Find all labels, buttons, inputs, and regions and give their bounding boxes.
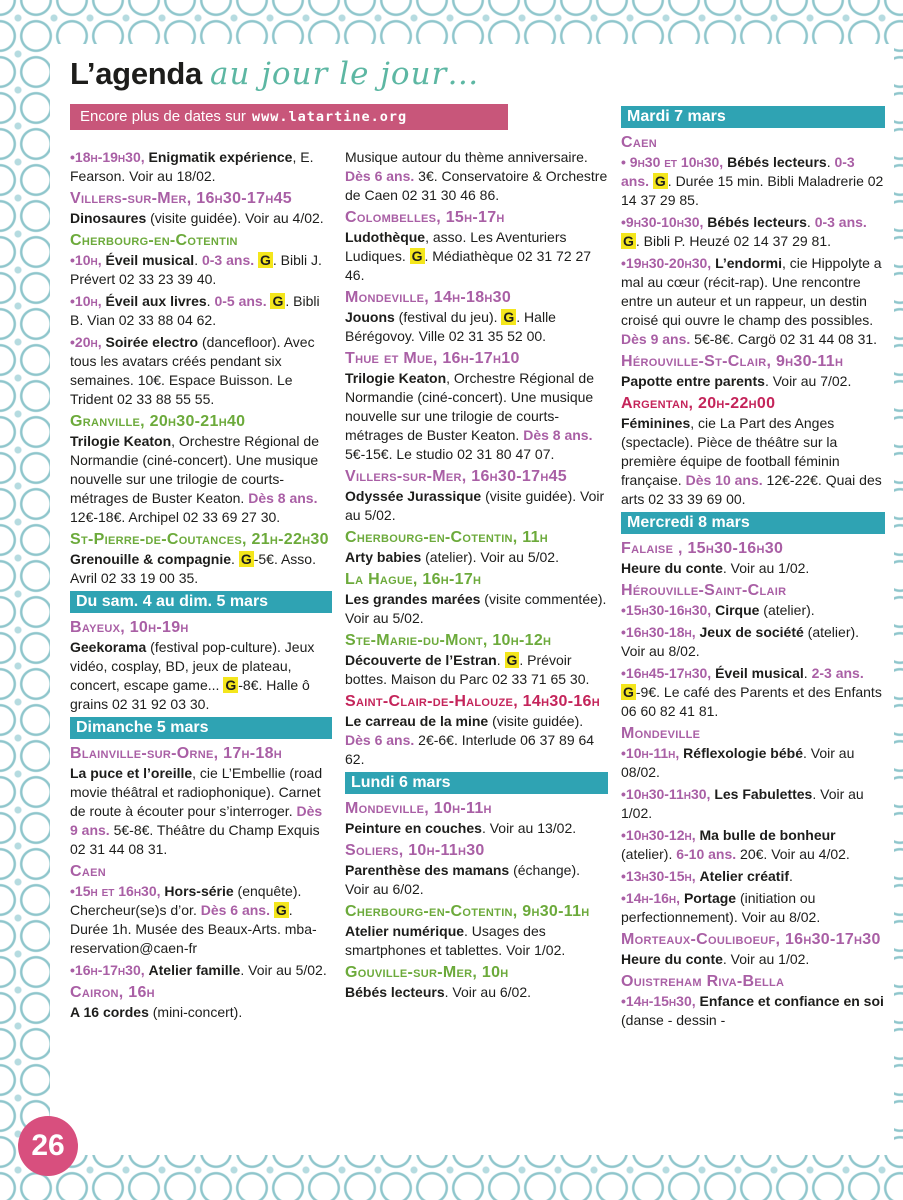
event-entry bbox=[621, 254, 885, 349]
event-title: Heure du conte bbox=[621, 951, 723, 967]
event-details: (visite guidée). Voir au 5/02. bbox=[345, 488, 605, 523]
event-details: , Orchestre Régional de Normandie (ciné-concert). Une musique nouvelle sur une trilogie de courts-métrages de Buster Keaton. bbox=[345, 370, 594, 443]
age-range: Dès 8 ans. bbox=[523, 427, 593, 443]
free-badge: G bbox=[225, 677, 237, 693]
event-entry bbox=[621, 826, 885, 864]
event-time: •10h30-12h, bbox=[621, 827, 700, 843]
location-heading: St-Pierre-de-Coutances, 21h-22h30 bbox=[70, 531, 329, 548]
event-title: Le carreau de la mine bbox=[345, 713, 489, 729]
location-heading: Villers-sur-Mer, 16h30-17h45 bbox=[345, 468, 567, 485]
age-range: 2-3 ans. bbox=[811, 665, 864, 681]
title-script: au jour le jour… bbox=[209, 56, 480, 92]
free-badge: G bbox=[623, 233, 634, 249]
event-details: (visite guidée). bbox=[488, 713, 584, 729]
event-time: •10h, bbox=[70, 293, 106, 309]
event-entry bbox=[345, 651, 608, 689]
event-details: . Bibli P. Heuzé 02 14 37 29 81. bbox=[635, 233, 831, 249]
event-details: . bbox=[231, 551, 239, 567]
event-title: Réflexologie bébé bbox=[683, 745, 803, 761]
event-details: . Bibli J. Prévert 02 33 23 39 40. bbox=[70, 252, 322, 287]
event-title: Trilogie Keaton bbox=[345, 370, 447, 386]
event-details: -9€. Le café des Parents et des Enfants 06 60 82 41 81. bbox=[621, 684, 882, 719]
event-title: Arty babies bbox=[345, 549, 422, 565]
location-heading: Thue et Mue, 16h-17h10 bbox=[345, 350, 520, 367]
event-details: (initiation ou perfectionnement). Voir au 8/02. bbox=[621, 890, 821, 925]
age-range: Dès 6 ans. bbox=[200, 902, 274, 918]
event-details: 12€-22€. Quai des arts 02 33 39 69 00. bbox=[621, 472, 882, 507]
location-heading: Mondeville bbox=[621, 725, 701, 742]
date-header: Dimanche 5 mars bbox=[70, 717, 332, 739]
event-title: Atelier famille bbox=[148, 962, 241, 978]
event-entry bbox=[70, 432, 332, 527]
event-title: Les Fabulettes bbox=[714, 786, 813, 802]
event-details: . bbox=[194, 252, 202, 268]
event-details: . Voir au 08/02. bbox=[621, 745, 855, 780]
location-heading: Morteaux-Couliboeuf, 16h30-17h30 bbox=[621, 931, 881, 948]
event-title: Odyssée Jurassique bbox=[345, 488, 482, 504]
event-entry bbox=[345, 548, 608, 567]
age-range: 0-3 ans. bbox=[814, 214, 867, 230]
event-title: Soirée electro bbox=[105, 334, 199, 350]
location-heading: Caen bbox=[70, 863, 106, 880]
event-title: Trilogie Keaton bbox=[70, 433, 172, 449]
promo-text: Encore plus de dates sur bbox=[80, 108, 246, 125]
event-details: (visite guidée). Voir au 4/02. bbox=[146, 210, 324, 226]
event-details: (festival du jeu). bbox=[394, 309, 502, 325]
event-details: 5€-15€. Le studio 02 31 80 47 07. bbox=[345, 446, 555, 462]
event-details: (échange). Voir au 6/02. bbox=[345, 862, 581, 897]
event-entry bbox=[345, 861, 608, 899]
event-title: Découverte de l’Estran bbox=[345, 652, 497, 668]
age-range: Dès 6 ans. bbox=[345, 732, 415, 748]
event-details: 3€. Conservatoire & Orchestre de Caen 02 31 30 46 86. bbox=[345, 168, 608, 203]
event-title: Enfance et confiance en soi bbox=[699, 993, 884, 1009]
free-badge: G bbox=[240, 551, 252, 567]
event-entry bbox=[70, 251, 332, 289]
event-entry bbox=[70, 638, 332, 714]
event-details: (visite commentée). Voir au 5/02. bbox=[345, 591, 607, 626]
event-title: Parenthèse des mamans bbox=[345, 862, 510, 878]
event-time: •16h-17h30, bbox=[70, 962, 149, 978]
event-details: . bbox=[789, 868, 793, 884]
event-title: Éveil musical bbox=[715, 665, 804, 681]
event-details: (danse - dessin - bbox=[621, 1012, 726, 1028]
event-title: Enigmatik expérience bbox=[148, 149, 293, 165]
event-title: Geekorama bbox=[70, 639, 147, 655]
event-entry bbox=[70, 1003, 332, 1022]
event-entry bbox=[70, 209, 332, 228]
event-title: Hors-série bbox=[164, 883, 234, 899]
event-details: 2€-6€. Interlude 06 37 89 64 62. bbox=[345, 732, 595, 767]
event-entry bbox=[345, 922, 608, 960]
event-title: Bébés lecteurs bbox=[707, 214, 807, 230]
event-entry bbox=[345, 228, 608, 285]
event-time: •10h-11h, bbox=[621, 745, 684, 761]
event-title: Portage bbox=[683, 890, 737, 906]
event-details: Musique autour du thème anniversaire. bbox=[345, 149, 588, 165]
event-details: . Durée 15 min. Bibli Maladrerie 02 14 37 29 85. bbox=[621, 173, 884, 208]
event-details: . bbox=[806, 214, 815, 230]
event-entry bbox=[70, 550, 332, 588]
event-entry bbox=[621, 414, 885, 509]
location-heading: Gouville-sur-Mer, 10h bbox=[345, 964, 509, 981]
free-badge: G bbox=[411, 248, 423, 264]
event-title: Bébés lecteurs bbox=[345, 984, 445, 1000]
age-range: Dès 9 ans. bbox=[621, 331, 691, 347]
event-details: (atelier). Voir au 5/02. bbox=[421, 549, 559, 565]
location-heading: Mondeville, 14h-18h30 bbox=[345, 289, 512, 306]
event-time: •20h, bbox=[70, 334, 106, 350]
event-details: , cie Hippolyte a mal au cœur (récit-rap). Une rencontre entre un auteur et un rappeur, un destin croisé qui ouvre le champ des possibles. bbox=[621, 255, 882, 328]
event-entry bbox=[621, 601, 885, 620]
event-details: , cie La Part des Anges (spectacle). Pièce de théâtre sur la première équipe de football féminin française. bbox=[621, 415, 840, 488]
free-badge: G bbox=[275, 902, 287, 918]
event-entry bbox=[70, 764, 332, 859]
event-entry bbox=[621, 889, 885, 927]
event-entry bbox=[621, 992, 885, 1030]
agenda-column-3 bbox=[621, 103, 885, 1033]
event-entry bbox=[345, 148, 608, 205]
event-entry bbox=[345, 819, 608, 838]
event-details: . Voir au 1/02. bbox=[722, 560, 810, 576]
event-title: Ludothèque bbox=[345, 229, 426, 245]
event-details: 12€-18€. Archipel 02 33 69 27 30. bbox=[70, 509, 281, 525]
event-details: . bbox=[803, 665, 812, 681]
location-heading: Granville, 20h30-21h40 bbox=[70, 413, 246, 430]
event-details: . Voir au 13/02. bbox=[481, 820, 577, 836]
title-main: L’agenda bbox=[70, 56, 202, 91]
event-details: . Durée 1h. Musée des Beaux-Arts. mba-reservation@caen-fr bbox=[70, 902, 317, 956]
free-badge: G bbox=[506, 652, 518, 668]
event-details: . Bibli B. Vian 02 33 88 04 62. bbox=[70, 293, 320, 328]
event-details: . Prévoir bottes. Maison du Parc 02 33 71 65 30. bbox=[345, 652, 590, 687]
event-entry bbox=[621, 559, 885, 578]
location-heading: Hérouville-Saint-Clair bbox=[621, 582, 787, 599]
event-details: -5€. Asso. Avril 02 33 19 00 35. bbox=[70, 551, 316, 586]
event-entry bbox=[70, 292, 332, 330]
event-details: , Orchestre Régional de Normandie (ciné-concert). Une musique nouvelle sur une trilogie de courts-métrages de Buster Keaton. bbox=[70, 433, 319, 506]
event-entry bbox=[345, 369, 608, 464]
event-entry bbox=[70, 333, 332, 409]
date-header: Mardi 7 mars bbox=[621, 106, 885, 128]
event-title: Grenouille & compagnie bbox=[70, 551, 232, 567]
event-details: . bbox=[496, 652, 505, 668]
event-entry bbox=[621, 153, 885, 210]
event-details: 5€-8€. Cargö 02 31 44 08 31. bbox=[690, 331, 878, 347]
location-heading: Blainville-sur-Orne, 17h-18h bbox=[70, 745, 283, 762]
date-header: Du sam. 4 au dim. 5 mars bbox=[70, 591, 332, 613]
promo-url-link[interactable]: www.latartine.org bbox=[251, 109, 408, 125]
location-heading: Bayeux, 10h-19h bbox=[70, 619, 189, 636]
event-time: •9h30-10h30, bbox=[621, 214, 708, 230]
page-title bbox=[70, 56, 479, 92]
event-details: . bbox=[826, 154, 835, 170]
event-time: •13h30-15h, bbox=[621, 868, 700, 884]
location-heading: Falaise , 15h30-16h30 bbox=[621, 540, 784, 557]
event-time: •15h et 16h30, bbox=[70, 883, 165, 899]
location-heading: Cherbourg-en-Cotentin, 9h30-11h bbox=[345, 903, 590, 920]
free-badge: G bbox=[503, 309, 515, 325]
age-range: 0-5 ans. bbox=[214, 293, 271, 309]
location-heading: Cherbourg-en-Cotentin bbox=[70, 232, 238, 249]
event-time: •15h30-16h30, bbox=[621, 602, 716, 618]
event-entry bbox=[621, 950, 885, 969]
date-header: Mercredi 8 mars bbox=[621, 512, 885, 534]
event-title: Jouons bbox=[345, 309, 395, 325]
event-time: •16h45-17h30, bbox=[621, 665, 716, 681]
location-heading: Mondeville, 10h-11h bbox=[345, 800, 492, 817]
event-title: Jeux de société bbox=[699, 624, 804, 640]
age-range: Dès 6 ans. bbox=[345, 168, 415, 184]
event-title: Bébés lecteurs bbox=[727, 154, 827, 170]
event-entry bbox=[621, 744, 885, 782]
location-heading: Cherbourg-en-Cotentin, 11h bbox=[345, 529, 549, 546]
promo-banner bbox=[70, 104, 508, 130]
event-details: . Voir au 1/02. bbox=[621, 786, 864, 821]
event-entry bbox=[345, 712, 608, 769]
event-title: Éveil musical bbox=[105, 252, 195, 268]
event-title: Cirque bbox=[715, 602, 760, 618]
event-details: (mini-concert). bbox=[148, 1004, 243, 1020]
location-heading: Hérouville-St-Clair, 9h30-11h bbox=[621, 353, 844, 370]
location-heading: Ste-Marie-du-Mont, 10h-12h bbox=[345, 632, 552, 649]
event-title: Atelier créatif bbox=[699, 868, 789, 884]
event-title: Ma bulle de bonheur bbox=[699, 827, 836, 843]
event-entry bbox=[345, 308, 608, 346]
event-time: •10h30-11h30, bbox=[621, 786, 715, 802]
event-entry bbox=[621, 664, 885, 721]
event-details: . Halle Bérégovoy. Ville 02 31 35 52 00. bbox=[345, 309, 556, 344]
event-details: . Médiathèque 02 31 72 27 46. bbox=[345, 248, 592, 283]
age-range: 0-3 ans. bbox=[201, 252, 259, 268]
free-badge: G bbox=[623, 684, 634, 700]
event-title: Éveil aux livres bbox=[105, 293, 207, 309]
date-header: Lundi 6 mars bbox=[345, 772, 608, 794]
event-details: . Usages des smartphones et tablettes. Voir 1/02. bbox=[345, 923, 566, 958]
event-entry bbox=[70, 148, 332, 186]
event-time: • 9h30 et 10h30, bbox=[621, 154, 728, 170]
event-details: -8€. Halle ô grains 02 31 92 03 30. bbox=[70, 677, 310, 712]
location-heading: Colombelles, 15h-17h bbox=[345, 209, 505, 226]
event-entry bbox=[70, 882, 332, 958]
agenda-column-1 bbox=[70, 148, 332, 1025]
event-title: Les grandes marées bbox=[345, 591, 481, 607]
location-heading: Cairon, 16h bbox=[70, 984, 155, 1001]
event-details: . Voir au 6/02. bbox=[444, 984, 532, 1000]
event-title: Heure du conte bbox=[621, 560, 723, 576]
event-details: . Voir au 1/02. bbox=[722, 951, 810, 967]
event-entry bbox=[345, 983, 608, 1002]
age-range: Dès 10 ans. bbox=[685, 472, 763, 488]
free-badge: G bbox=[272, 293, 284, 309]
event-details: , E. Fearson. Voir au 18/02. bbox=[70, 149, 314, 184]
event-entry bbox=[621, 623, 885, 661]
free-badge: G bbox=[654, 173, 666, 189]
event-time: •14h-16h, bbox=[621, 890, 684, 906]
event-time: •19h30-20h30, bbox=[621, 255, 716, 271]
event-entry bbox=[621, 785, 885, 823]
location-heading: Villers-sur-Mer, 16h30-17h45 bbox=[70, 190, 292, 207]
event-details: . bbox=[206, 293, 215, 309]
event-details: . Voir au 7/02. bbox=[764, 373, 852, 389]
age-range: Dès 8 ans. bbox=[248, 490, 318, 506]
event-entry bbox=[621, 867, 885, 886]
event-details: (atelier). bbox=[759, 602, 815, 618]
agenda-column-2 bbox=[345, 148, 608, 1005]
age-range: 0-3 ans. bbox=[621, 154, 855, 189]
page-number-badge: 26 bbox=[18, 1116, 78, 1176]
age-range: 6-10 ans. bbox=[676, 846, 737, 862]
event-entry bbox=[345, 487, 608, 525]
age-range: Dès 9 ans. bbox=[70, 803, 323, 838]
event-details: , asso. Les Aventuriers Ludiques. bbox=[345, 229, 567, 264]
event-details: (enquête). Chercheur(se)s d’or. bbox=[70, 883, 302, 918]
event-entry bbox=[621, 213, 885, 251]
event-title: A 16 cordes bbox=[70, 1004, 149, 1020]
event-title: La puce et l’oreille bbox=[70, 765, 193, 781]
event-details: (dancefloor). Avec tous les avatars créés pendant six semaines. 10€. Espace Buisson. Le Trident 02 33 88 55 55. bbox=[70, 334, 315, 407]
location-heading: La Hague, 16h-17h bbox=[345, 571, 482, 588]
event-details: (atelier). bbox=[621, 846, 677, 862]
location-heading: Ouistreham Riva-Bella bbox=[621, 973, 785, 990]
event-title: Féminines bbox=[621, 415, 691, 431]
event-time: •16h30-18h, bbox=[621, 624, 700, 640]
event-title: L’endormi bbox=[715, 255, 782, 271]
event-entry bbox=[621, 372, 885, 391]
location-heading: Caen bbox=[621, 134, 657, 151]
event-details: (atelier). Voir au 8/02. bbox=[621, 624, 860, 659]
location-heading: Argentan, 20h-22h00 bbox=[621, 395, 776, 412]
free-badge: G bbox=[260, 252, 271, 268]
event-time: •14h-15h30, bbox=[621, 993, 700, 1009]
event-title: Papotte entre parents bbox=[621, 373, 765, 389]
event-title: Atelier numérique bbox=[345, 923, 465, 939]
event-time: •18h-19h30, bbox=[70, 149, 149, 165]
location-heading: Soliers, 10h-11h30 bbox=[345, 842, 485, 859]
event-entry bbox=[70, 961, 332, 980]
event-title: Dinosaures bbox=[70, 210, 147, 226]
event-details: , cie L’Embellie (road movie théâtral et radiophonique). Carnet de route à écouter pour s’interroger. bbox=[70, 765, 323, 819]
event-details: 20€. Voir au 4/02. bbox=[736, 846, 850, 862]
event-time: •10h, bbox=[70, 252, 106, 268]
event-title: Peinture en couches bbox=[345, 820, 482, 836]
event-entry bbox=[345, 590, 608, 628]
event-details: (festival pop-culture). Jeux vidéo, cosplay, BD, jeux de plateau, concert, escape game... bbox=[70, 639, 315, 693]
location-heading: Saint-Clair-de-Halouze, 14h30-16h bbox=[345, 693, 600, 710]
event-details: 5€-8€. Théâtre du Champ Exquis 02 31 44 08 31. bbox=[70, 822, 320, 857]
event-details: . Voir au 5/02. bbox=[240, 962, 327, 978]
